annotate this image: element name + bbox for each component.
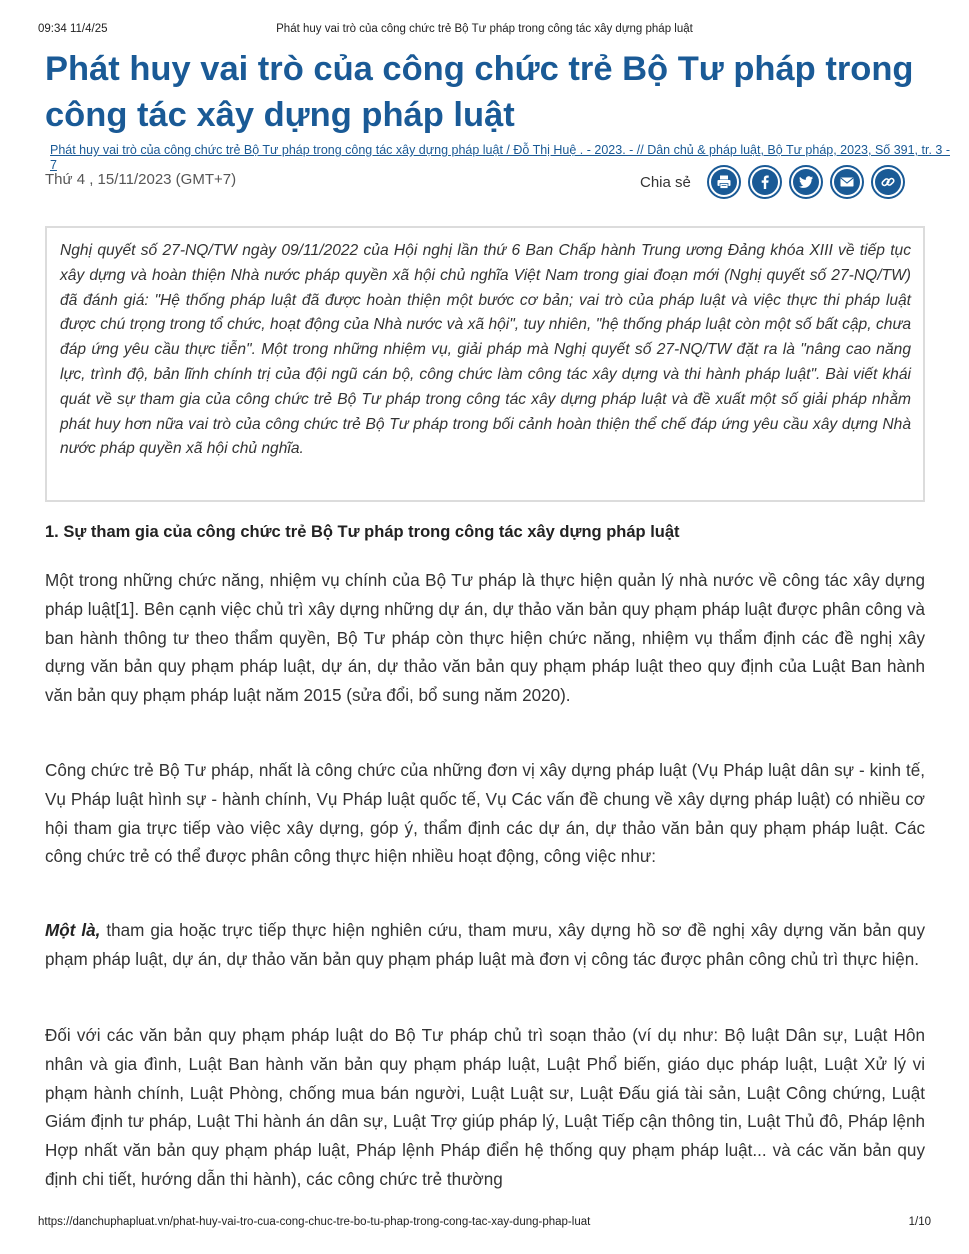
section-heading: 1. Sự tham gia của công chức trẻ Bộ Tư pháp trong công tác xây dựng pháp luật bbox=[45, 523, 680, 541]
copy-link-button[interactable] bbox=[871, 165, 905, 199]
twitter-share-button[interactable] bbox=[789, 165, 823, 199]
body-paragraph-3 bbox=[45, 917, 925, 975]
paragraph-lead: Một là, bbox=[45, 921, 101, 940]
facebook-share-button[interactable] bbox=[748, 165, 782, 199]
share-bar bbox=[640, 163, 912, 201]
email-share-button[interactable] bbox=[830, 165, 864, 199]
publish-date: Thứ 4 , 15/11/2023 (GMT+7) bbox=[45, 171, 237, 188]
print-page-title: Phát huy vai trò của công chức trẻ Bộ Tư pháp trong công tác xây dựng pháp luật bbox=[276, 23, 693, 35]
email-icon bbox=[839, 174, 855, 190]
twitter-icon bbox=[798, 174, 814, 190]
paragraph-rest: tham gia hoặc trực tiếp thực hiện nghiên cứu, tham mưu, xây dựng hồ sơ đề nghị xây dựng văn bản quy phạm pháp luật, dự án, dự thảo văn bản quy phạm pháp luật mà đơn vị công tác được phân công chủ trì thực hiện. bbox=[45, 921, 925, 969]
article-title: Phát huy vai trò của công chức trẻ Bộ Tư pháp trong công tác xây dựng pháp luật bbox=[45, 50, 914, 134]
body-paragraph-1: Một trong những chức năng, nhiệm vụ chính của Bộ Tư pháp là thực hiện quản lý nhà nước về công tác xây dựng pháp luật[1]. Bên cạnh việc chủ trì xây dựng những dự án, dự thảo văn bản quy phạm pháp luật được phân công và ban hành thông tư theo thẩm quyền, Bộ Tư pháp còn thực hiện chức năng, nhiệm vụ thẩm định các đề nghị xây dựng văn bản quy phạm pháp luật, dự án, dự thảo văn bản quy phạm pháp luật theo quy định của Luật Ban hành văn bản quy phạm pháp luật năm 2015 (sửa đổi, bổ sung năm 2020). bbox=[45, 571, 926, 706]
print-header bbox=[38, 23, 931, 37]
print-page-number: 1/10 bbox=[908, 1216, 931, 1228]
citation-link[interactable]: Phát huy vai trò của công chức trẻ Bộ Tư pháp trong công tác xây dựng pháp luật / Đỗ Thị Huệ . - 2023. - // Dân chủ & pháp luật, Bộ Tư pháp, 2023, Số 391, tr. 3 - 7 bbox=[50, 143, 950, 172]
print-icon bbox=[716, 174, 732, 190]
print-url: https://danchuphapluat.vn/phat-huy-vai-tro-cua-cong-chuc-tre-bo-tu-phap-trong-cong-tac-xay-dung-phap-luat bbox=[38, 1216, 591, 1228]
print-timestamp: 09:34 11/4/25 bbox=[38, 23, 108, 35]
abstract-text: Nghị quyết số 27-NQ/TW ngày 09/11/2022 của Hội nghị lần thứ 6 Ban Chấp hành Trung ương Đảng khóa XIII về tiếp tục xây dựng và hoàn thiện Nhà nước pháp quyền xã hội chủ nghĩa Việt Nam trong giai đoạn mới (Nghị quyết số 27-NQ/TW) đã đánh giá: "Hệ thống pháp luật đã được hoàn thiện một bước cơ bản; vai trò của pháp luật và việc thực thi pháp luật được chú trọng trong tổ chức, hoạt động của Nhà nước và xã hội", tuy nhiên, "hệ thống pháp luật còn một số bất cập, chưa đáp ứng yêu cầu thực tiễn". Một trong những nhiệm vụ, giải pháp mà Nghị quyết số 27-NQ/TW đặt ra là "nâng cao năng lực, trình độ, bản lĩnh chính trị của đội ngũ cán bộ, công chức làm công tác xây dựng và thi hành pháp luật". Bài viết khái quát về sự tham gia của công chức trẻ Bộ Tư pháp trong công tác xây dựng pháp luật và đề xuất một số giải pháp nhằm phát huy hơn nữa vai trò của công chức trẻ Bộ Tư pháp trong bối cảnh hoàn thiện thể chế đáp ứng yêu cầu xây dựng Nhà nước pháp quyền xã hội chủ nghĩa. bbox=[60, 242, 911, 458]
facebook-icon bbox=[757, 174, 773, 190]
print-footer bbox=[38, 1216, 931, 1230]
share-label: Chia sẻ bbox=[640, 173, 691, 191]
link-icon bbox=[880, 174, 896, 190]
print-button[interactable] bbox=[707, 165, 741, 199]
body-paragraph-4: Đối với các văn bản quy phạm pháp luật do Bộ Tư pháp chủ trì soạn thảo (ví dụ như: Bộ luật Dân sự, Luật Hôn nhân và gia đình, Luật Ban hành văn bản quy phạm pháp luật, Luật Phổ biến, giáo dục pháp luật, Luật Xử lý vi phạm hành chính, Luật Phòng, chống mua bán người, Luật Luật sư, Luật Đấu giá tài sản, Luật Công chứng, Luật Giám định tư pháp, Luật Thi hành án dân sự, Luật Trợ giúp pháp lý, Luật Tiếp cận thông tin, Luật Thủ đô, Pháp lệnh Hợp nhất văn bản quy phạm pháp luật, Pháp lệnh Pháp điển hệ thống quy phạm pháp luật... và các văn bản quy định chi tiết, hướng dẫn thi hành), các công chức trẻ thường bbox=[45, 1026, 925, 1189]
abstract-box bbox=[45, 226, 925, 502]
body-paragraph-2: Công chức trẻ Bộ Tư pháp, nhất là công chức của những đơn vị xây dựng pháp luật (Vụ Pháp luật dân sự - kinh tế, Vụ Pháp luật hình sự - hành chính, Vụ Pháp luật quốc tế, Vụ Các vấn đề chung về xây dựng pháp luật) có nhiều cơ hội tham gia trực tiếp vào việc xây dựng, góp ý, thẩm định các dự án, dự thảo văn bản quy phạm pháp luật. Các công chức trẻ có thể được phân công thực hiện nhiều hoạt động, công việc như: bbox=[45, 761, 925, 867]
